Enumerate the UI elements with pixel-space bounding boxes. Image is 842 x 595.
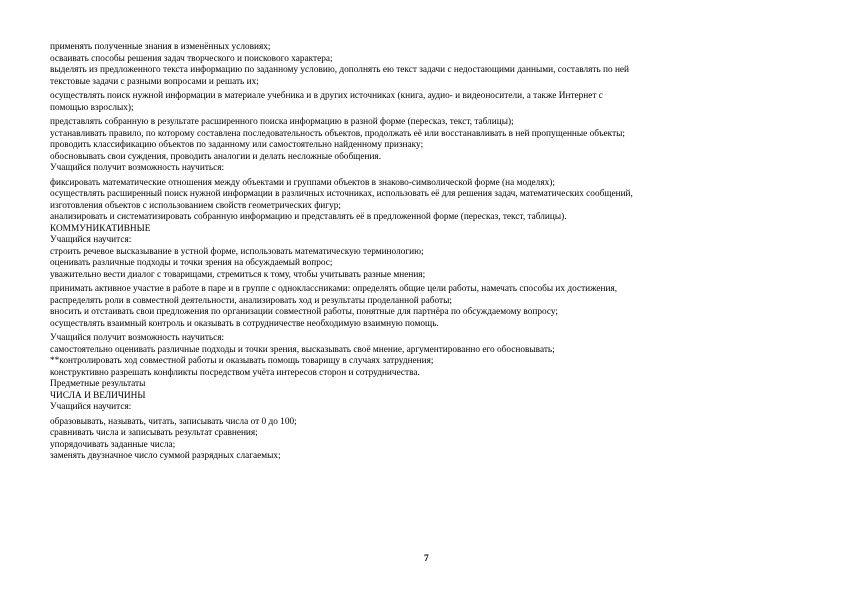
section-heading: ЧИСЛА И ВЕЛИЧИНЫ (50, 390, 146, 401)
text-line: обосновывать свои суждения, проводить аналогии и делать несложные обобщения. (50, 151, 382, 162)
text-line: конструктивно разрешать конфликты посредством учёта интересов сторон и сотрудничества. (50, 367, 420, 378)
section-subheading: Учащийся научится: (50, 235, 132, 245)
text-line: образовывать, называть, читать, записывать числа от 0 до 100; (50, 416, 297, 427)
section-heading: Предметные результаты (50, 379, 146, 389)
text-line: проводить классификацию объектов по заданному или самостоятельно найденному признаку; (50, 140, 424, 150)
text-line: применять полученные знания в изменённых условиях; (50, 42, 271, 52)
text-line: распределять роли в совместной деятельности, анализировать ход и результаты проделанной работы; (50, 295, 452, 306)
text-line: анализировать и систематизировать собранную информацию и представлять её в предложенной форме (пересказ, текст, таблицы). (50, 212, 567, 222)
text-line: осуществлять взаимный контроль и оказывать в сотрудничестве необходимую взаимную помощь. (50, 318, 439, 329)
text-line: сравнивать числа и записывать результат сравнения; (50, 428, 258, 438)
text-line: осуществлять поиск нужной информации в материале учебника и в других источниках (книга, аудио- и видеоносители, а также Интернет с (50, 91, 603, 101)
text-line: осуществлять расширенный поиск нужной информации в различных источниках, использовать её для решения задач, математических сообщений, (50, 189, 633, 199)
text-line: уважительно вести диалог с товарищами, стремиться к тому, чтобы учитывать разные мнения; (50, 269, 426, 280)
text-line: фиксировать математические отношения между объектами и группами объектов в знаково-символической форме (на моделях); (50, 177, 555, 188)
document-page (50, 42, 800, 463)
text-line: **контролировать ход совместной работы и оказывать помощь товарищу в случаях затруднения; (50, 356, 434, 366)
text-line: представлять собранную в результате расширенного поиска информацию в разной форме (пересказ, текст, таблицы); (50, 117, 514, 127)
text-line: заменять двузначное число суммой разрядных слагаемых; (50, 451, 281, 461)
text-line: строить речевое высказывание в устной форме, использовать математическую терминологию; (50, 246, 424, 257)
text-line: оценивать различные подходы и точки зрения на обсуждаемый вопрос; (50, 258, 333, 268)
section-subheading: Учащийся получит возможность научиться: (50, 333, 225, 343)
text-line: устанавливать правило, по которому составлена последовательность объектов, продолжать её или восстанавливать в ней пропущенные объекты; (50, 128, 625, 139)
text-line: самостоятельно оценивать различные подходы и точки зрения, высказывать своё мнение, аргументированно его обосновывать; (50, 344, 555, 355)
text-line: текстовые задачи с разными вопросами и решать их; (50, 76, 259, 87)
section-subheading: Учащийся научится: (50, 402, 132, 412)
text-line: упорядочивать заданные числа; (50, 439, 176, 450)
text-line: помощью взрослых); (50, 102, 134, 113)
text-line: выделять из предложенного текста информацию по заданному условию, дополнять ею текст задачи с недостающими данными, составлять по ней (50, 65, 630, 75)
section-heading: КОММУНИКАТИВНЫЕ (50, 223, 151, 234)
text-line: принимать активное участие в работе в паре и в группе с одноклассниками: определять общие цели работы, намечать способы их достижения, (50, 284, 618, 294)
text-line: изготовления объектов с использованием свойств геометрических фигур; (50, 200, 341, 211)
section-subheading: Учащийся получит возможность научиться: (50, 163, 225, 173)
page-number: 7 (424, 554, 429, 564)
text-line: осваивать способы решения задач творческого и поискового характера; (50, 53, 333, 64)
text-line: вносить и отстаивать свои предложения по организации совместной работы, понятные для партнёра по обсуждаемому вопросу; (50, 307, 559, 317)
